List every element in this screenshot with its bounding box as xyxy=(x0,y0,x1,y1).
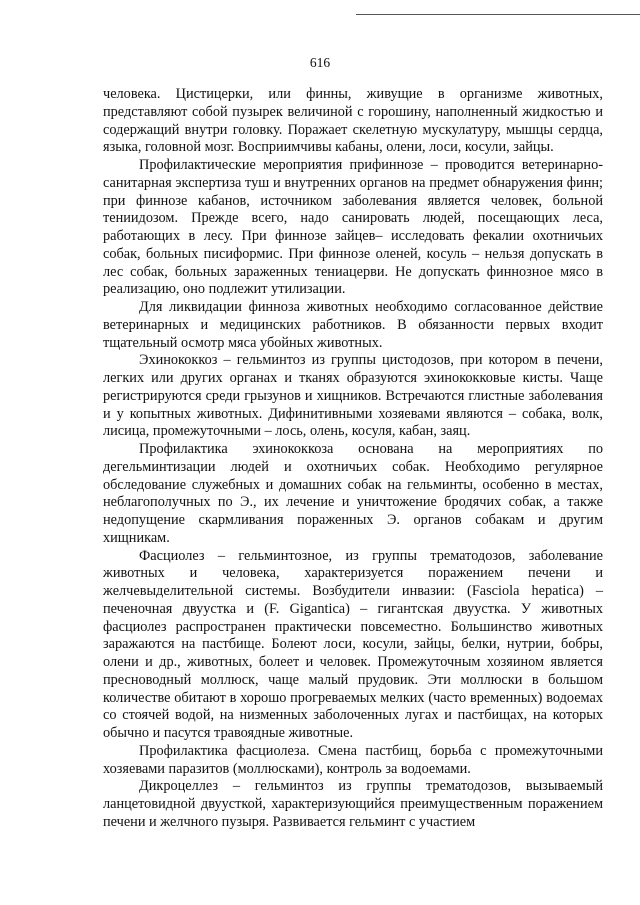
paragraph-finnosis-elimination: Для ликвидации финноза животных необходимо согласованное действие ветеринарных и медицинских работников. В обязанности первых входит тщательный осмотр мяса убойных животных. xyxy=(103,299,603,351)
header-rule xyxy=(356,14,640,15)
body-text xyxy=(103,86,603,832)
paragraph-dicrocoeliasis: Дикроцеллез – гельминтоз из группы трематодозов, вызываемый ланцетовидной двуусткой, характеризующийся преимущественным поражением печени и желчного пузыря. Развивается гельминт с участием xyxy=(103,778,603,830)
paragraph-echinococcosis-prevention: Профилактика эхинококкоза основана на мероприятиях по дегельминтизации людей и охотничьих собак. Необходимо регулярное обследование служебных и домашних собак на гельминты, особенно в местах, неблагополучных по Э., их лечение и уничтожение бродячих собак, а также недопущение скармливания пораженных Э. органов собакам и другим хищникам. xyxy=(103,441,603,546)
paragraph-fascioliasis: Фасциолез – гельминтозное, из группы трематодозов, заболевание животных и человека, характеризуется поражением печени и желчевыделительной системы. Возбудители инвазии: (Fasciola hepatica) – печеночная двуустка и (F. Gigantica) – гигантская двуустка. У животных фасциолез распространен практически повсеместно. Большинство животных заражаются на пастбище. Болеют лоси, косули, зайцы, белки, нутрии, бобры, олени и др., животных, болеет и человек. Промежуточным хозяином является пресноводный моллюск, чаще малый прудовик. Эти моллюски в большом количестве обитают в хорошо прогреваемых мелких (часто временных) водоемах со стоячей водой, на низменных заболоченных лугах и пастбищах, на которых обычно и пасутся травоядные животные. xyxy=(103,547,603,741)
paragraph-echinococcosis: Эхинококкоз – гельминтоз из группы цистодозов, при котором в печени, легких или других органах и тканях образуются эхинококковые кисты. Чаще регистрируются среди грызунов и хищников. Встречаются глистные заболевания и у копытных животных. Дифинитивными хозяевами являются – собака, волк, лисица, промежуточными – лось, олень, косуля, кабан, заяц. xyxy=(103,352,603,440)
page-number: 616 xyxy=(309,55,331,70)
paragraph-finnosis-prevention: Профилактические мероприятия прифиннозе – проводится ветеринарно-санитарная экспертиза туш и внутренних органов на предмет обнаружения финн; при финнозе кабанов, источником заболевания является человек, больной тениидозом. Прежде всего, надо санировать людей, посещающих леса, работающих в лесу. При финнозе зайцев– исследовать фекалии охотничьих собак, больных писиформис. При финнозе оленей, косуль – нельзя допускать в лес собак, больных зараженных тениацерви. Не допускать финнозное мясо в реализацию, оно подлежит утилизации. xyxy=(103,157,603,298)
paragraph-cysticercus-continued: человека. Цистицерки, или финны, живущие в организме животных, представляют собой пузырек величиной с горошину, наполненный жидкостью и содержащий внутри головку. Поражает скелетную мускулатуру, мышцы сердца, языка, головной мозг. Восприимчивы кабаны, олени, лоси, косули, зайцы. xyxy=(103,86,603,156)
paragraph-fascioliasis-prevention: Профилактика фасциолеза. Смена пастбищ, борьба с промежуточными хозяевами паразитов (моллюсками), контроль за водоемами. xyxy=(103,742,603,777)
